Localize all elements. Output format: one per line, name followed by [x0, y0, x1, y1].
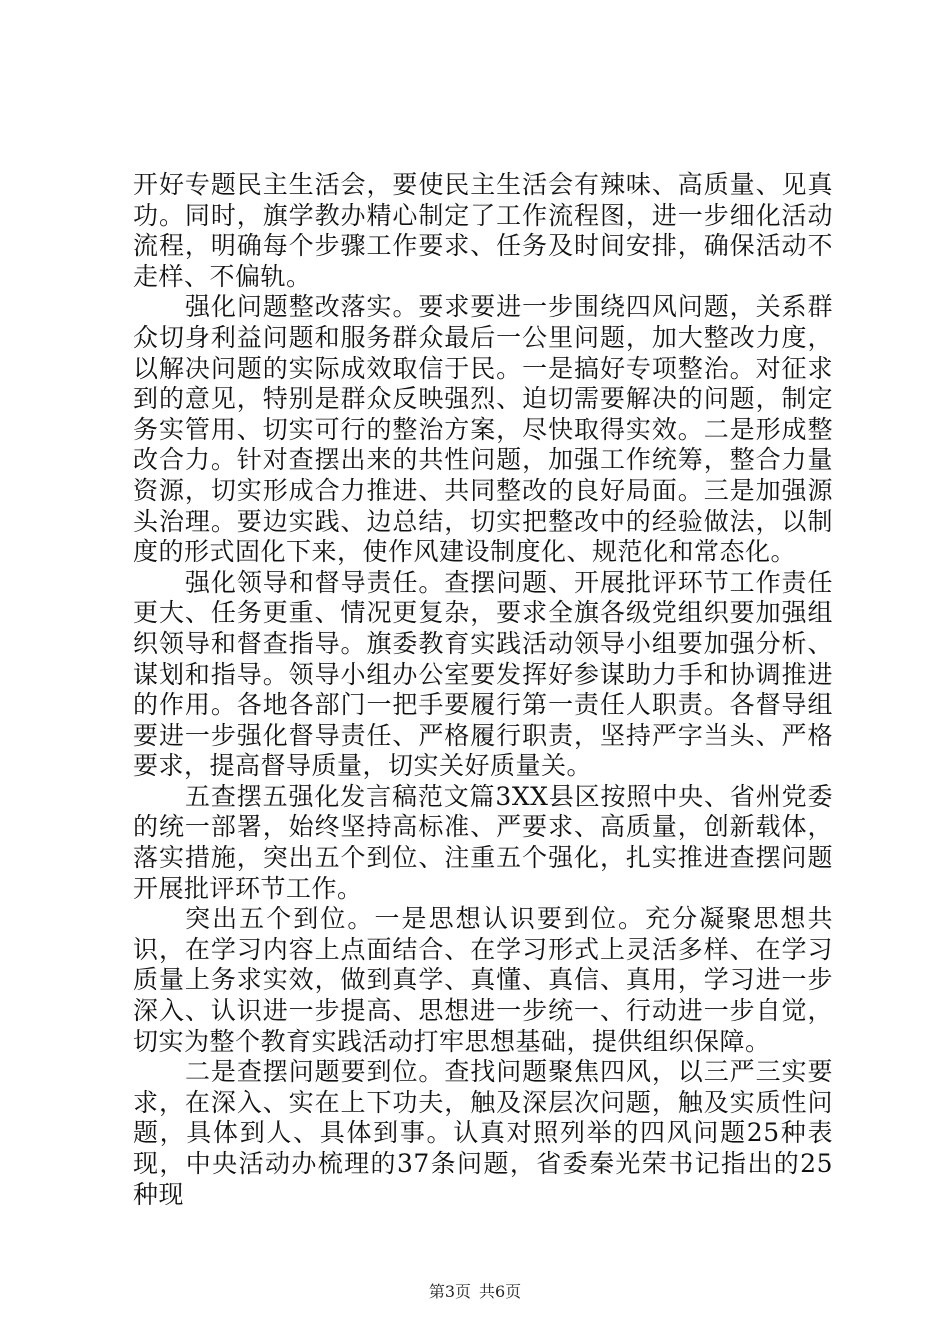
document-body: [133, 170, 833, 1210]
paragraph-3: 强化领导和督导责任。查摆问题、开展批评环节工作责任更大、任务更重、情况更复杂，要求全旗各级党组织要加强组织领导和督查指导。旗委教育实践活动领导小组要加强分析、谋划和指导。领导小组办公室要发挥好参谋助力手和协调推进的作用。各地各部门一把手要履行第一责任人职责。各督导组要进一步强化督导责任、严格履行职责，坚持严字当头、严格要求，提高督导质量，切实关好质量关。: [133, 567, 833, 781]
page-footer: [0, 1282, 950, 1302]
page-total: 共6页: [479, 1282, 522, 1301]
paragraph-5: 突出五个到位。一是思想认识要到位。充分凝聚思想共识，在学习内容上点面结合、在学习形式上灵活多样、在学习质量上务求实效，做到真学、真懂、真信、真用，学习进一步深入、认识进一步提高、思想进一步统一、行动进一步自觉，切实为整个教育实践活动打牢思想基础，提供组织保障。: [133, 904, 833, 1056]
paragraph-6: 二是查摆问题要到位。查找问题聚焦四风，以三严三实要求，在深入、实在上下功夫，触及深层次问题，触及实质性问题，具体到人、具体到事。认真对照列举的四风问题25种表现，中央活动办梳理的37条问题，省委秦光荣书记指出的25种现: [133, 1057, 833, 1209]
paragraph-4: 五查摆五强化发言稿范文篇3XX县区按照中央、省州党委的统一部署，始终坚持高标准、严要求、高质量，创新载体，落实措施，突出五个到位、注重五个强化，扎实推进查摆问题开展批评环节工作。: [133, 781, 833, 903]
paragraph-1: 开好专题民主生活会，要使民主生活会有辣味、高质量、见真功。同时，旗学教办精心制定了工作流程图，进一步细化活动流程，明确每个步骤工作要求、任务及时间安排，确保活动不走样、不偏轨。: [133, 170, 833, 291]
paragraph-2: 强化问题整改落实。要求要进一步围绕四风问题，关系群众切身利益问题和服务群众最后一公里问题，加大整改力度，以解决问题的实际成效取信于民。一是搞好专项整治。对征求到的意见，特别是群众反映强烈、迫切需要解决的问题，制定务实管用、切实可行的整治方案，尽快取得实效。二是形成整改合力。针对查摆出来的共性问题，加强工作统筹，整合力量资源，切实形成合力推进、共同整改的良好局面。三是加强源头治理。要边实践、边总结，切实把整改中的经验做法，以制度的形式固化下来，使作风建设制度化、规范化和常态化。: [133, 292, 833, 567]
page-number: 第3页: [428, 1282, 471, 1301]
